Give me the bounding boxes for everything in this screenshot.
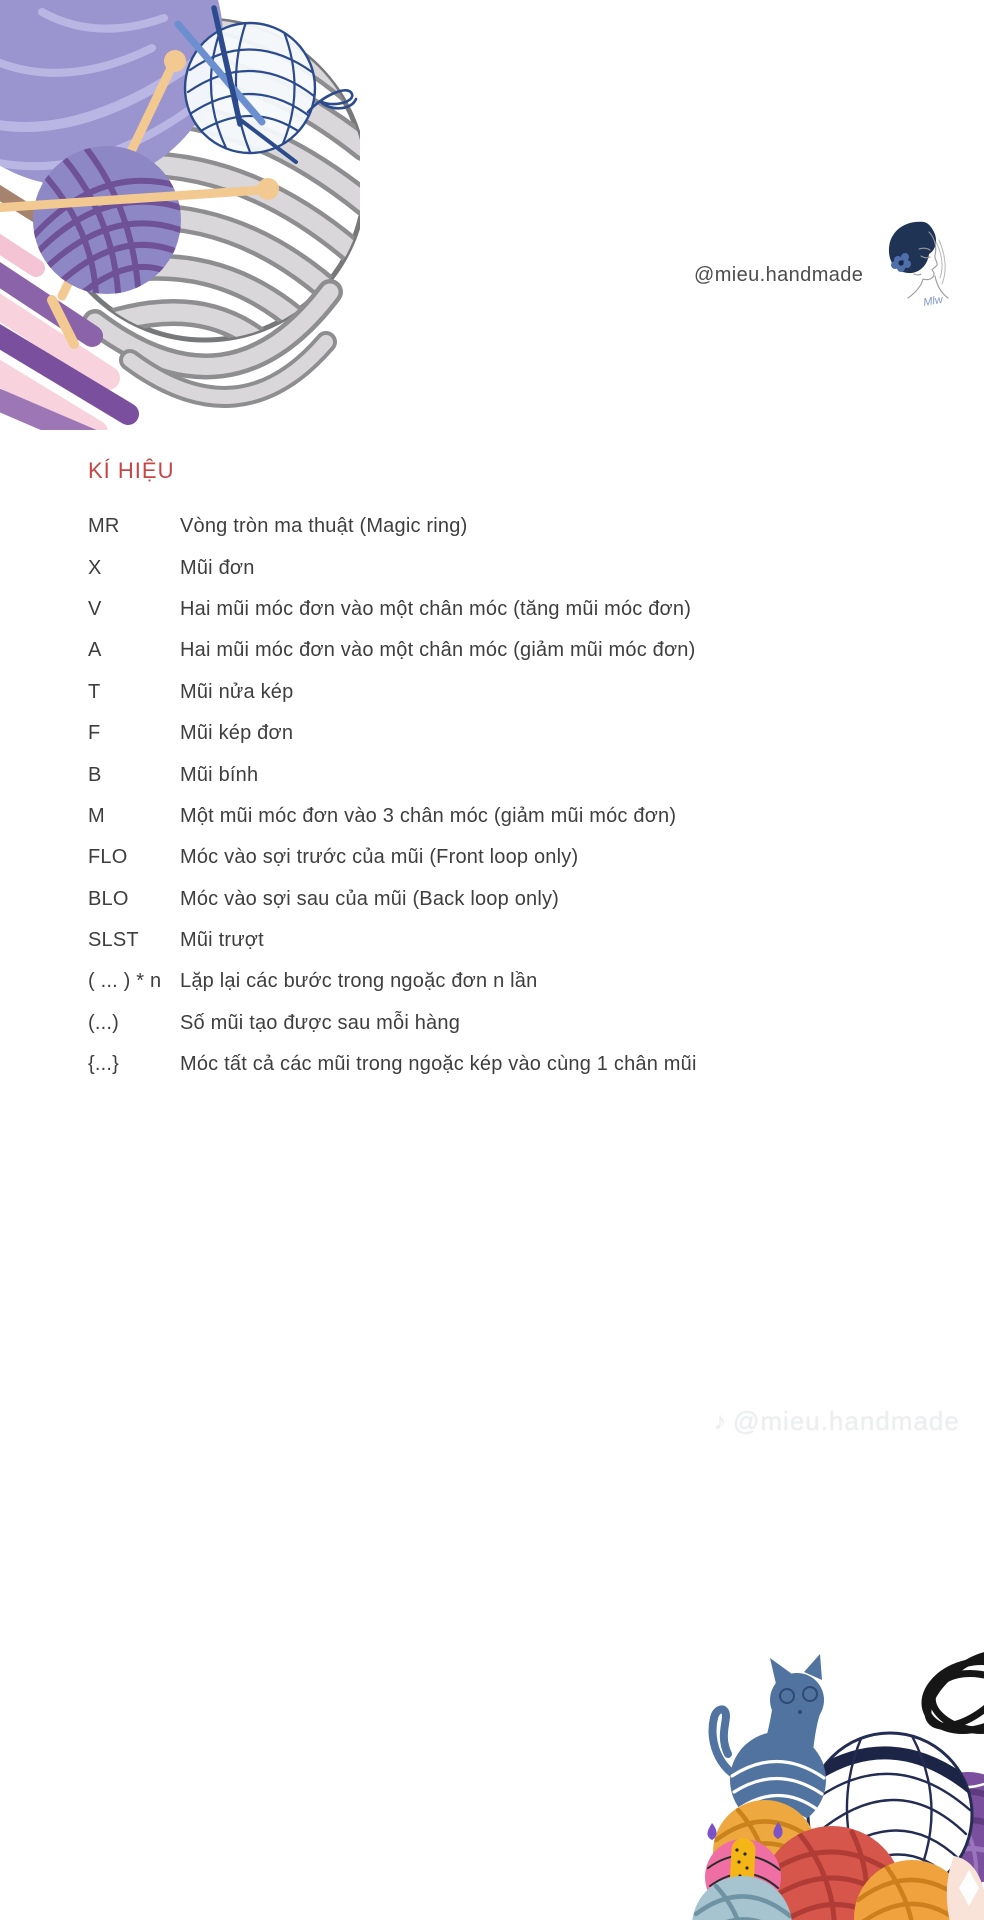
legend-symbol: V xyxy=(88,597,102,620)
legend-row xyxy=(88,589,908,630)
legend-symbol: SLST xyxy=(88,929,139,952)
legend-meaning: Móc tất cả các mũi trong ngoặc kép vào cùng 1 chân mũi xyxy=(180,1053,697,1076)
blue-needle-light xyxy=(178,24,262,122)
legend-meaning: Mũi bính xyxy=(180,763,259,786)
legend-meaning: Lặp lại các bước trong ngoặc đơn n lần xyxy=(180,970,538,993)
legend-row xyxy=(88,713,908,754)
legend-symbol: {...} xyxy=(88,1053,120,1076)
tiktok-watermark xyxy=(714,1406,960,1437)
cat-tail xyxy=(713,1709,752,1782)
instagram-handle: @mieu.handmade xyxy=(694,264,864,286)
blue-needle-dark xyxy=(214,8,240,124)
purple-yarn-ball xyxy=(30,146,188,306)
legend-symbol: BLO xyxy=(88,887,129,910)
tiktok-note-icon: ♪ xyxy=(714,1407,726,1435)
legend-row xyxy=(88,837,908,878)
legend-rows xyxy=(88,506,908,1085)
cat-eye-right xyxy=(803,1687,817,1701)
blue-needle-thin xyxy=(238,118,296,162)
cat-head xyxy=(770,1673,824,1727)
legend-meaning: Mũi đơn xyxy=(180,556,255,579)
legend-symbol: T xyxy=(88,680,101,703)
cat-on-yarn-balls-illustration xyxy=(560,1630,984,1920)
periwinkle-yarn-ball xyxy=(0,0,223,194)
legend-symbol: ( ... ) * n xyxy=(88,970,162,993)
watermark-text: @mieu.handmade xyxy=(733,1406,960,1436)
loose-thread-squiggle xyxy=(308,90,356,112)
portrait-signature: Mlw xyxy=(922,293,944,309)
cat-nose xyxy=(798,1710,802,1714)
legend-meaning: Mũi nửa kép xyxy=(180,680,294,703)
cat-ear-right xyxy=(804,1654,822,1680)
cat-yarn-svg xyxy=(560,1630,984,1920)
legend-row xyxy=(88,1044,908,1085)
woman-portrait-logo xyxy=(884,218,956,314)
cat-ear-left xyxy=(770,1658,792,1684)
cat xyxy=(713,1654,826,1828)
legend-row xyxy=(88,672,908,713)
legend-row xyxy=(88,796,908,837)
legend-title: KÍ HIỆU xyxy=(88,458,175,483)
orange-yarn-ball xyxy=(854,1860,970,1920)
legend-row xyxy=(88,630,908,671)
legend-row xyxy=(88,754,908,795)
cat-body xyxy=(730,1732,826,1828)
purple-pin-right xyxy=(773,1822,782,1839)
legend-meaning: Hai mũi móc đơn vào một chân móc (tăng mũi móc đơn) xyxy=(180,597,692,620)
yarn-balls-knitting-needles-illustration xyxy=(0,0,360,430)
knitting-needle-horizontal xyxy=(0,178,279,208)
legend-symbol: F xyxy=(88,722,101,745)
legend-meaning: Số mũi tạo được sau mỗi hàng xyxy=(180,1011,461,1034)
legend-symbol: X xyxy=(88,556,102,579)
legend-meaning: Mũi kép đơn xyxy=(180,722,294,745)
knitting-needle-diagonal xyxy=(62,50,186,296)
symbol-legend xyxy=(88,456,908,1085)
legend-meaning: Mũi trượt xyxy=(180,929,264,952)
legend-row xyxy=(88,879,908,920)
pink-violet-strands xyxy=(0,238,128,430)
legend-symbol: MR xyxy=(88,515,120,538)
legend-meaning: Một mũi móc đơn vào 3 chân móc (giảm mũi móc đơn) xyxy=(180,804,677,827)
legend-row xyxy=(88,920,908,961)
legend-symbol: A xyxy=(88,639,102,662)
legend-row xyxy=(88,506,908,547)
navy-sketch-yarn-ball xyxy=(178,8,356,162)
yarn-illustration-svg xyxy=(0,0,360,430)
legend-symbol: FLO xyxy=(88,846,128,869)
cat-eye-left xyxy=(780,1689,794,1703)
legend-meaning: Vòng tròn ma thuật (Magic ring) xyxy=(180,515,468,538)
black-scribble xyxy=(916,1640,984,1741)
legend-row xyxy=(88,961,908,1002)
steel-blue-yarn-ball xyxy=(692,1876,792,1920)
purple-pin-left xyxy=(707,1823,716,1840)
amber-yarn-ball xyxy=(713,1800,817,1904)
legend-meaning: Hai mũi móc đơn vào một chân móc (giảm mũi móc đơn) xyxy=(180,639,696,662)
pink-yarn-ball xyxy=(705,1822,783,1919)
legend-meaning: Móc vào sợi trước của mũi (Front loop only) xyxy=(180,846,579,869)
legend-meaning: Móc vào sợi sau của mũi (Back loop only) xyxy=(180,887,560,910)
deep-purple-yarn-ball xyxy=(912,1772,984,1884)
portrait-svg xyxy=(884,218,956,314)
red-yarn-ball xyxy=(760,1826,904,1920)
cream-yarn-shape xyxy=(947,1856,984,1920)
brown-needle xyxy=(0,190,46,222)
loose-hair-strands xyxy=(936,240,945,284)
legend-symbol: (...) xyxy=(88,1011,119,1034)
legend-symbol: B xyxy=(88,763,102,786)
white-yarn-ball xyxy=(808,1733,972,1897)
yellow-dotted-band xyxy=(728,1837,756,1918)
legend-row xyxy=(88,1003,908,1044)
diamond-glyph xyxy=(959,1870,979,1906)
legend-symbol: M xyxy=(88,804,105,827)
legend-row xyxy=(88,547,908,588)
gray-yarn-ball xyxy=(26,14,360,397)
